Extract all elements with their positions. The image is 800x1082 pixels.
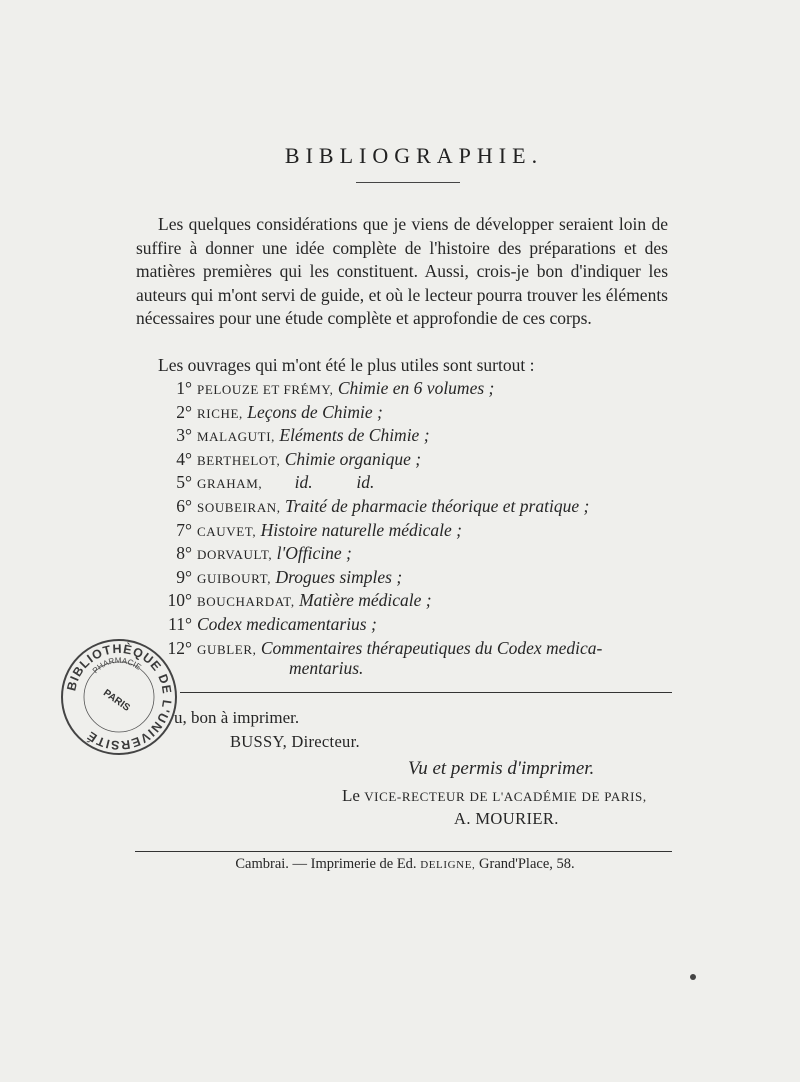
reference-number: 5°: [176, 472, 192, 493]
ink-speck: [690, 974, 696, 980]
reference-continuation: mentarius.: [289, 658, 364, 678]
reference-number: 3°: [176, 425, 192, 446]
stamp-center-text: PARIS: [101, 687, 132, 714]
reference-item: [150, 496, 710, 520]
reference-item: [150, 590, 710, 614]
reference-title: l'Officine ;: [276, 543, 352, 564]
reference-number: 2°: [176, 401, 192, 422]
reference-list: [150, 378, 710, 661]
reference-title: Commentaires thérapeutiques du Codex medica-: [260, 637, 603, 658]
reference-number: 12°: [167, 637, 192, 658]
reference-item: [150, 402, 710, 426]
reference-item: [150, 638, 710, 662]
reference-title: Leçons de Chimie ;: [247, 401, 383, 422]
reference-number: 11°: [168, 613, 192, 634]
reference-author: CAUVET,: [197, 523, 257, 539]
page-title: BIBLIOGRAPHIE.: [284, 143, 544, 168]
reference-author: GRAHAM,: [197, 476, 263, 492]
permis-text: Vu et permis d'imprimer.: [408, 758, 595, 779]
stamp-inner-text: PHARMACIE: [90, 655, 143, 676]
approval-signer: BUSSY, Directeur.: [230, 732, 360, 751]
reference-title: Chimie organique ;: [284, 448, 422, 469]
approval-text: u, bon à imprimer.: [174, 708, 300, 727]
reference-author: RICHE,: [197, 405, 243, 421]
recteur-name: A. MOURIER.: [454, 809, 559, 828]
footer-divider: [135, 851, 672, 852]
reference-title: Codex medicamentarius ;: [197, 613, 377, 634]
reference-title: Traité de pharmacie théorique et pratique ;: [285, 495, 590, 516]
reference-item: [150, 378, 710, 402]
intro-lead-text: Les ouvrages qui m'ont été le plus utiles sont surtout :: [158, 355, 535, 375]
reference-author: MALAGUTI,: [197, 429, 275, 445]
intro-text: Les quelques considérations que je viens de développer seraient loin de suffire à donner une idée complète de l'histoire des préparations et des matières premières qui les constituent. Aussi, crois-je bon d'indiquer les auteurs qui m'ont servi de guide, et où le lecteur pourra trouver les éléments nécessaires pour une étude complète et approfondie de ces corps.: [136, 214, 668, 328]
reference-number: 8°: [176, 543, 192, 564]
reference-title: Matière médicale ;: [299, 590, 432, 611]
reference-title: id. id.: [294, 472, 375, 493]
reference-item: [150, 543, 710, 567]
reference-author: PELOUZE ET FRÉMY,: [197, 382, 334, 397]
reference-number: 10°: [167, 590, 192, 611]
reference-item: [150, 425, 710, 449]
reference-item: [150, 449, 710, 473]
reference-number: 1°: [176, 378, 192, 398]
library-stamp: [58, 636, 180, 758]
reference-author: BOUCHARDAT,: [197, 594, 295, 610]
reference-title: Eléments de Chimie ;: [279, 425, 430, 446]
reference-item: [150, 472, 710, 496]
intro-lead-paragraph: [136, 354, 668, 378]
reference-title: Chimie en 6 volumes ;: [337, 378, 495, 398]
reference-item: [150, 614, 710, 638]
reference-author: DORVAULT,: [197, 547, 273, 563]
reference-author: BERTHELOT,: [197, 452, 281, 468]
reference-title: Drogues simples ;: [275, 566, 403, 587]
reference-number: 6°: [176, 495, 192, 516]
reference-item: [150, 567, 710, 591]
intro-paragraph: [136, 213, 668, 331]
reference-title: Histoire naturelle médicale ;: [260, 519, 462, 540]
reference-author: SOUBEIRAN,: [197, 499, 281, 515]
printer-imprint: Cambrai. — Imprimerie de Ed. DELIGNE, Grand'Place, 58.: [235, 856, 575, 872]
reference-number: 7°: [176, 519, 192, 540]
section-divider: [180, 692, 672, 693]
reference-author: GUIBOURT,: [197, 570, 272, 586]
stamp-outer-text: BIBLIOTHÈQUE DE L'UNIVERSITÉ: [64, 641, 175, 753]
reference-item: [150, 520, 710, 544]
title-underline: [356, 182, 460, 183]
reference-author: GUBLER,: [197, 641, 257, 657]
vice-recteur-line: Le VICE-RECTEUR DE L'ACADÉMIE DE PARIS,: [342, 786, 647, 805]
reference-number: 9°: [176, 566, 192, 587]
reference-number: 4°: [176, 448, 192, 469]
